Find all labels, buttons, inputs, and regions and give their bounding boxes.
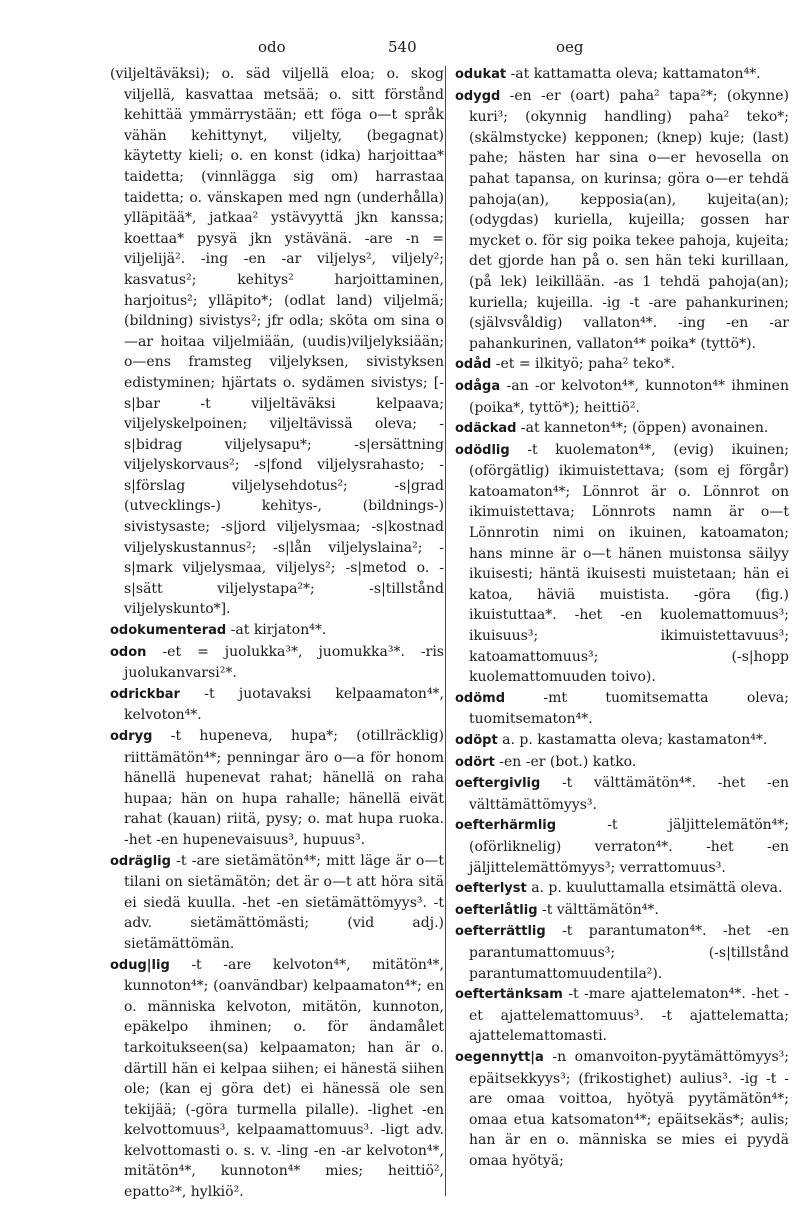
dictionary-entry [110, 64, 444, 620]
entry-headword: odömd [455, 690, 506, 706]
entry-definition: -t välttämätön⁴*. [541, 901, 659, 918]
entry-headword: oegennytt|a [455, 1049, 544, 1065]
entry-definition: -t -mare ajattelematon⁴*. -het -et ajattelemattomuus³. -t ajattelematta; ajattelemattomasti. [469, 986, 790, 1045]
entry-definition: -en -er (bot.) katko. [499, 753, 637, 770]
entry-headword: odåd [455, 357, 492, 373]
dictionary-entry [455, 354, 789, 376]
entry-definition: -t välttämätön⁴*. -het -en välttämättömyys³. [469, 775, 789, 813]
entry-headword: odört [455, 754, 495, 770]
dictionary-entry [455, 86, 789, 355]
entry-definition: -en -er (oart) paha² tapa²*; (okynne) kuri³; (okynnig handling) paha² teko*; (skälmstycke) kepponen; (knep) kuje; (last) pahe; hästen har sina o—er hevosella on pahat tapansa, on kurinsa; göra o—er tehdä pahoja(an), kepposia(an), kujeita(an); (odygdas) kuriella, kujeilla; gossen har mycket o. för sig poika tekee pahoja, kujeita; det gjorde han på o. sen hän teki kurillaan, (på lek) leikillään. -as 1 tehdä pahoja(an); kuriella; kujeilla. -ig -t -are pahankurinen; (självsvåldig) vallaton⁴*. -ing -en -ar pahankurinen, vallaton⁴* poika* (tyttö*). [469, 87, 789, 352]
dictionary-entry [110, 851, 444, 955]
entry-definition: a. p. kuuluttamalla etsimättä oleva. [531, 880, 783, 897]
entry-definition: -at kirjaton⁴*. [230, 622, 327, 639]
dictionary-entry [455, 1047, 789, 1172]
entry-headword: oeftertänksam [455, 987, 563, 1003]
entry-headword: odukat [455, 67, 507, 82]
dictionary-entry [110, 955, 444, 1203]
dictionary-entry [455, 900, 789, 922]
entry-headword: odon [110, 644, 147, 660]
entry-definition: -t hupeneva, hupa*; (otillräcklig) riittämätön⁴*; penningar äro o—a för honom hänellä hupenevat rahat; hänellä on raha hupaa; hän on hupa rahalle; hänellä eivät rahat (kauan) riitä, pysy; o. mat hupa ruoka. -het -en hupenevaisuus³, hupuus³. [124, 728, 444, 848]
entry-definition: -t parantumaton⁴*. -het -en parantumattomuus³; (-s|tillstånd parantumattomuudentila²). [469, 923, 789, 982]
dictionary-entry [455, 418, 789, 440]
entry-headword: oefterrättlig [455, 924, 546, 940]
left-column [110, 64, 444, 1203]
dictionary-entry [455, 921, 789, 984]
entry-headword: odygd [455, 88, 501, 104]
right-column [455, 64, 789, 1171]
page-header [0, 38, 808, 58]
dictionary-entry [455, 773, 789, 815]
dictionary-entry [110, 642, 444, 684]
entry-definition: -t -are kelvoton⁴*, mitätön⁴*, kunnoton⁴*; (oanvändbar) kelpaamaton⁴*; en o. människa kelvoton, mitätön, kunnoton, epäkelpo ihminen; o. för ändamålet tarkoitukseen(sa) kelpaamaton; han är o. därtill hän ei kelpaa siihen; ei hänestä siihen ole; (kan ej göra det) ei hänessä ole sen tekijää; (-göra turmella pilalle). -lighet -en kelvottomuus³, kelpaamattomuus³. -ligt adv. kelvottomasti o. s. v. -ling -en -ar kelvoton⁴*, mitätön⁴*, kunnoton⁴* mies; heittiö², epatto²*, hylkiö². [124, 956, 444, 1201]
entry-definition: a. p. kastamatta oleva; kastamaton⁴*. [502, 732, 768, 748]
entry-definition: -mt tuomitsematta oleva; tuomitsematon⁴*. [469, 689, 789, 728]
entry-headword: odödlig [455, 442, 510, 458]
guide-word-left: odo [258, 38, 286, 56]
dictionary-entry [455, 984, 789, 1047]
entry-headword: odäckad [455, 421, 517, 437]
entry-headword: odokumenterad [110, 623, 227, 639]
dictionary-entry [110, 726, 444, 851]
entry-headword: odöpt [455, 733, 498, 748]
entry-headword: odrickbar [110, 686, 180, 702]
entry-definition: -et = juolukka³*, juomukka³*. -ris juolukanvarsi²*. [124, 643, 444, 682]
dictionary-entry [110, 684, 444, 726]
dictionary-entry [455, 752, 789, 774]
entry-headword: odryg [110, 729, 153, 744]
dictionary-entry [455, 688, 789, 730]
entry-headword: oefterlåtlig [455, 902, 538, 918]
column-divider [445, 66, 446, 1196]
entry-definition: -at kanneton⁴*; (öppen) avonainen. [520, 420, 769, 437]
entry-headword: oeftergivlig [455, 776, 541, 792]
entry-definition: (viljeltäväksi); o. säd viljellä eloa; o. skog viljellä, kasvattaa metsää; o. sitt förstånd kehittää ymmärrystään; ett föga o—t språk vähän kehittynyt, viljelty, (begagnat) käytetty kieli; o. en konst (idka) harjoittaa* taidetta; (vinnlägga sig om) harrastaa taidetta; o. vänskapen med ngn (underhålla) ylläpitää*, jatkaa² ystävyyttä jkn kanssa; koettaa* pysyä jkn ystävänä. -are -n = viljelijä². -ing -en -ar viljelys², viljely²; kasvatus²; kehitys² harjoittaminen, harjoitus²; ylläpito*; (odlat land) viljelmä; (bildning) sivistys²; jfr odla; sköta om sina o—ar hoitaa viljelmiään, (uudis)viljelyksiään; o—ens framsteg viljelyksen, sivistyksen edistyminen; hjärtats o. sydämen sivistys; [-s|bar -t viljeltäväksi kelpaava; viljelyskelpoinen; viljeltävissä oleva; -s|bidrag viljelysapu*; -s|ersättning viljelyskorvaus²; -s|fond viljelysrahasto; -s|förslag viljelysehdotus²; -s|grad (utvecklings-) kehitys-, (bildnings-) sivistysaste; -s|jord viljelysmaa; -s|kostnad viljelyskustannus²; -s|lån viljelyslaina²; -s|mark viljelysmaa, viljelys²; -s|metod o. -s|sätt viljelystapa²*; -s|tillstånd viljelyskunto*]. [110, 66, 444, 618]
entry-headword: oefterhärmlig [455, 818, 557, 834]
entry-definition: -et = ilkityö; paha² teko*. [495, 356, 676, 373]
dictionary-entry [455, 440, 789, 688]
page-number: 540 [388, 38, 417, 56]
guide-word-right: oeg [556, 38, 584, 56]
entry-definition: -t -are sietämätön⁴*; mitt läge är o—t tilani on sietämätön; det är o—t att höra sitä ei siedä kuulla. -het -en sietämättömyys³. -t adv. sietämättömästi; (vid adj.) sietämättömän. [124, 852, 444, 952]
entry-definition: -n omanvoiton-pyytämättömyys³; epäitsekkyys³; (frikostighet) aulius³. -ig -t -are omaa voittoa, hyötyä pyytämätön⁴*; omaa etua katsomaton⁴*; epäitsekäs*; aulis; han är en o. människa se mies ei pyydä omaa hyötyä; [469, 1048, 789, 1169]
dictionary-entry [455, 730, 789, 752]
dictionary-entry [455, 878, 789, 900]
dictionary-entry [110, 620, 444, 642]
entry-headword: odräglig [110, 853, 171, 869]
dictionary-entry [455, 64, 789, 86]
entry-headword: oefterlyst [455, 881, 527, 897]
entry-headword: odåga [455, 378, 501, 394]
entry-definition: -an -or kelvoton⁴*, kunnoton⁴* ihminen (poika*, tyttö*); heittiö². [469, 377, 789, 416]
entry-definition: -at kattamatta oleva; kattamaton⁴*. [510, 66, 761, 82]
entry-definition: -t juotavaksi kelpaamaton⁴*, kelvoton⁴*. [124, 685, 445, 724]
entry-definition: -t jäljittelemätön⁴*; (oförliknelig) verraton⁴*. -het -en jäljittelemättömyys³; verrattomuus³. [469, 817, 789, 876]
dictionary-entry [455, 815, 789, 878]
entry-headword: odug|lig [110, 957, 170, 973]
dictionary-entry [455, 376, 789, 418]
entry-definition: -t kuolematon⁴*, (evig) ikuinen; (oförgätlig) ikimuistettava; (som ej förgår) katoamaton⁴*; Lönnrot är o. Lönnrot on ikimuistettava; Lönnrots namn är o—t Lönnrotin nimi on ikuinen, katoamaton; hans minne är o—t hänen muistonsa säilyy ikuisesti; häntä ikuisesti muistetaan; hän ei katoa, häviä muistista. -göra (fig.) ikuistuttaa*. -het -en kuolemattomuus³; ikuisuus³; ikimuistettavuus³; katoamattomuus³; (-s|hopp kuolemattomuuden toivo). [469, 441, 790, 686]
